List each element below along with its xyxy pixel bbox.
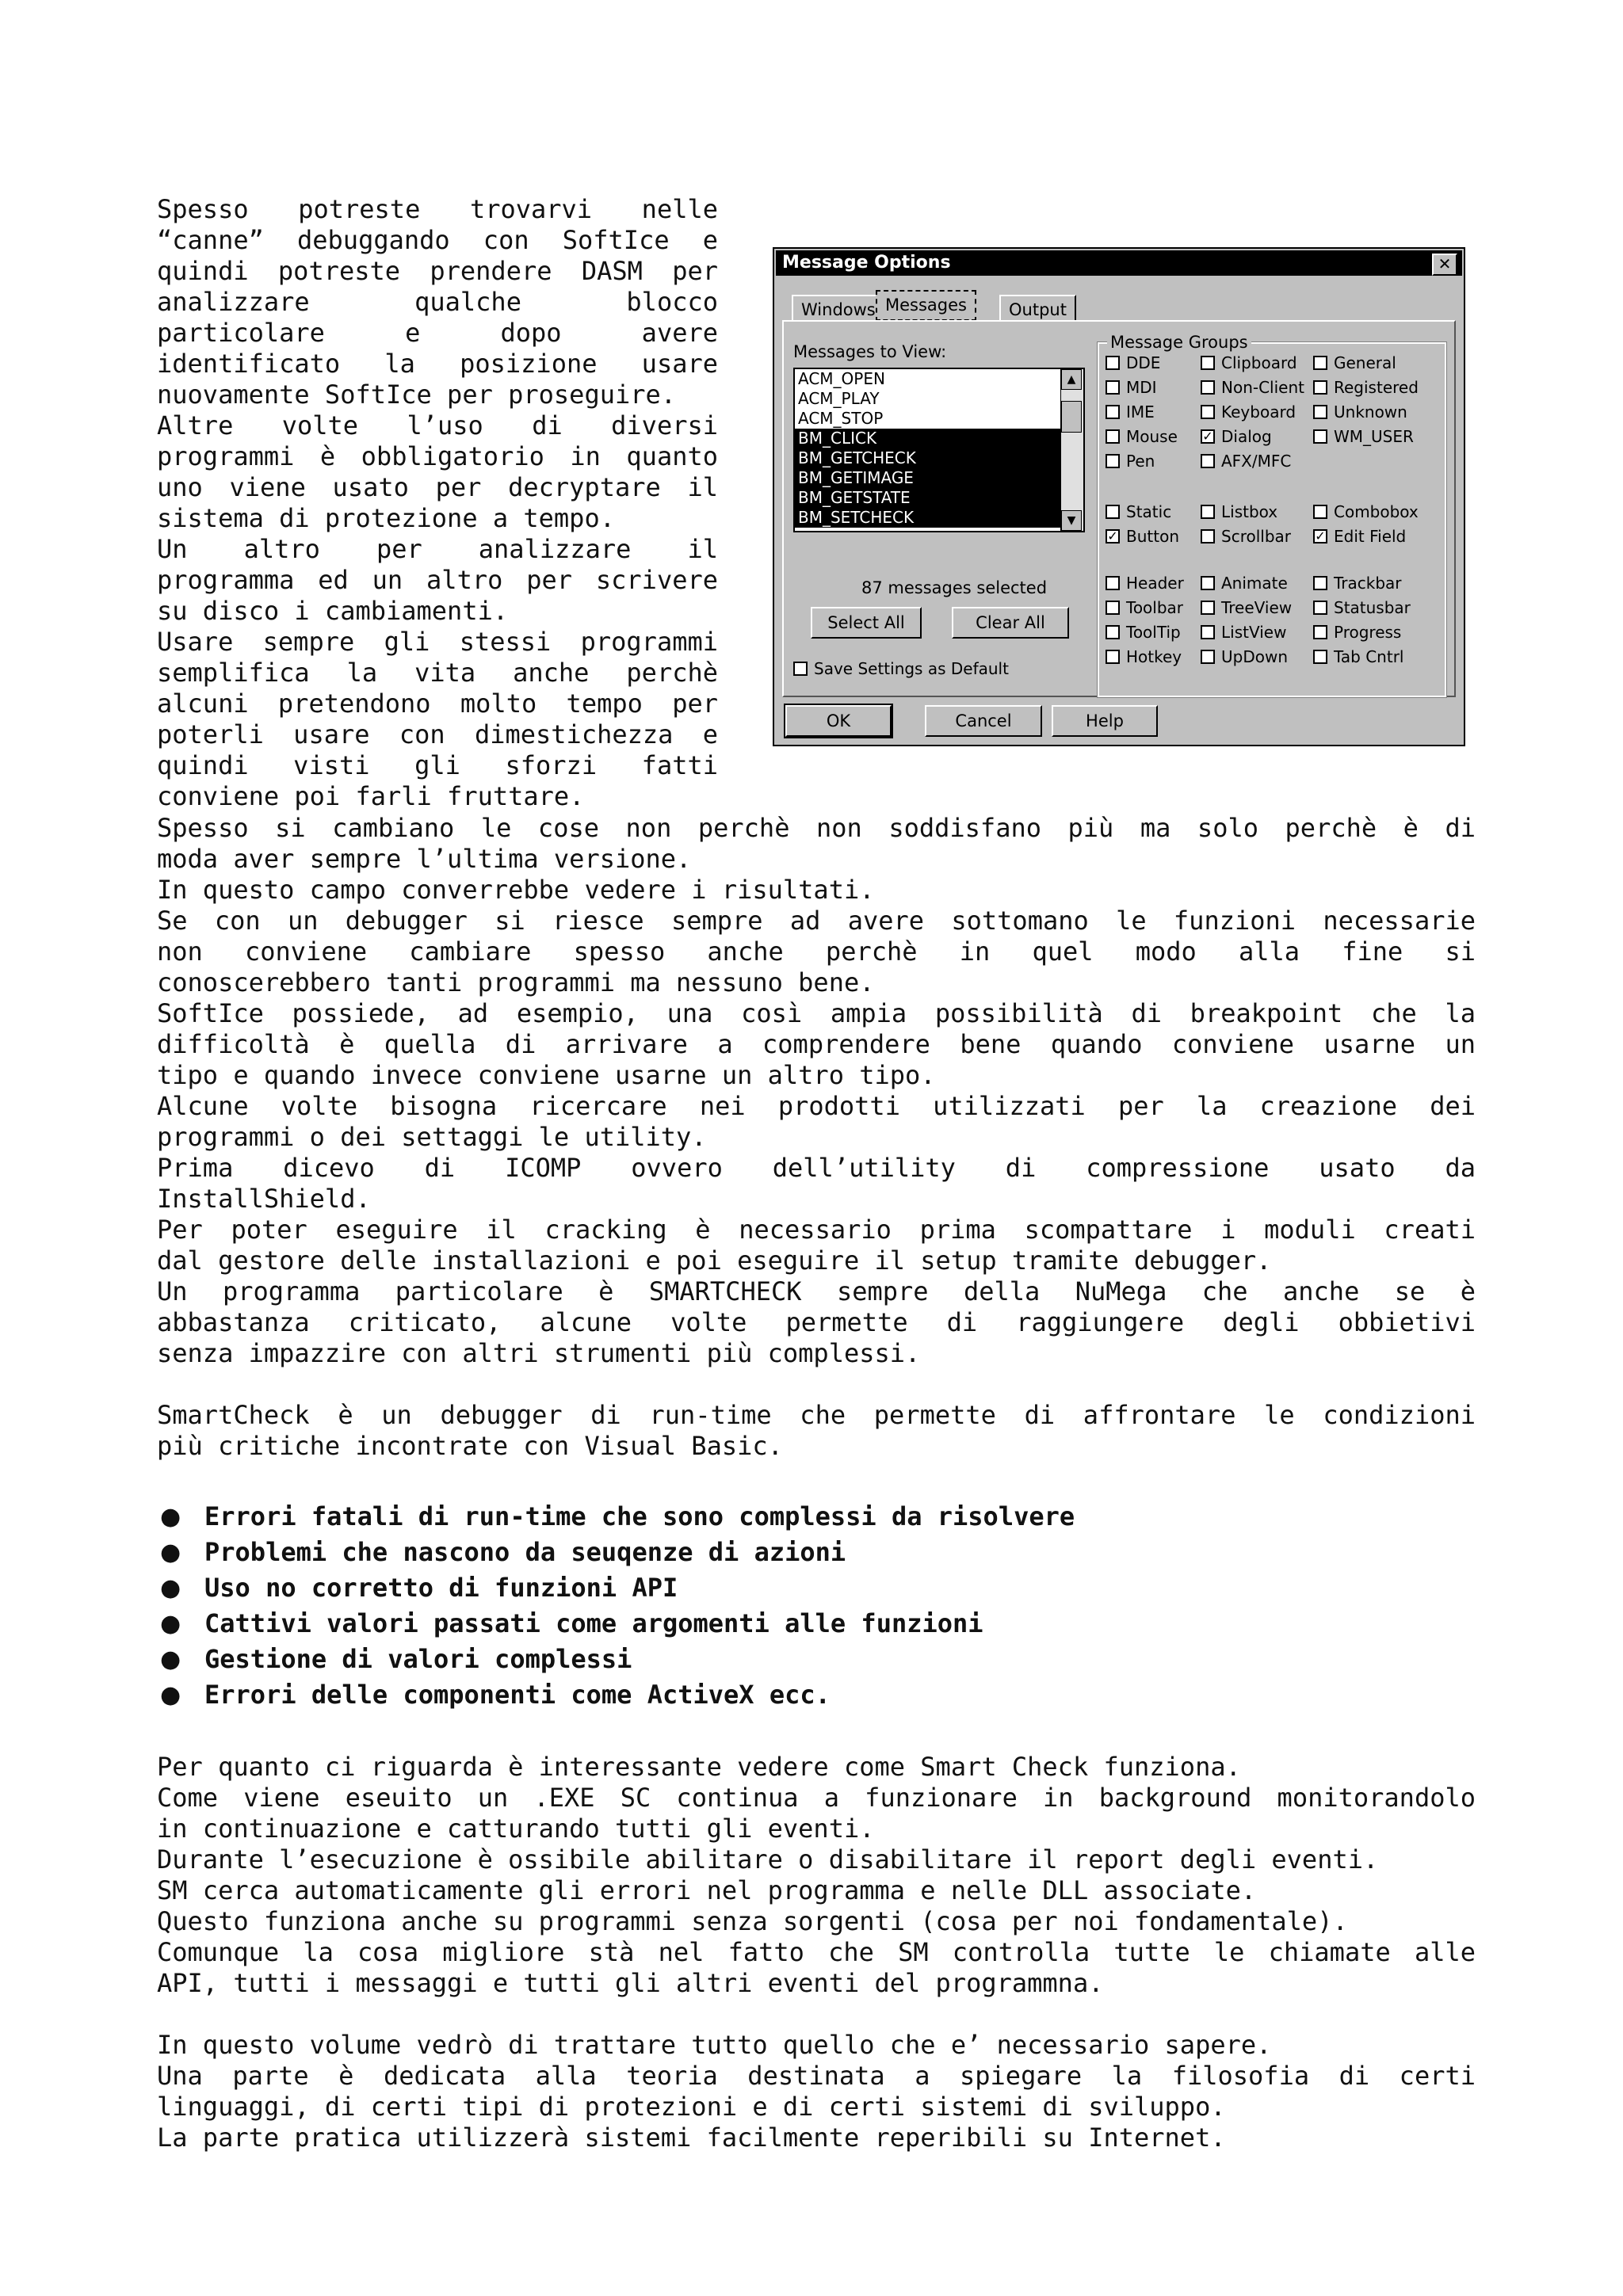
tab-output[interactable]: Output [999, 295, 1076, 322]
text-line: SmartCheck è un debugger di run-time che permette di affrontare le condizioni [157, 1400, 1476, 1430]
checkbox-treeview[interactable] [1201, 598, 1292, 617]
save-settings-box[interactable] [793, 662, 808, 676]
bullet-text: Cattivi valori passati come argomenti alle funzioni [204, 1608, 983, 1638]
checkbox-label: ToolTip [1126, 623, 1181, 642]
checkbox-ime[interactable] [1106, 402, 1155, 421]
bullet-text: Gestione di valori complessi [204, 1644, 632, 1674]
checkbox-box[interactable] [1106, 454, 1120, 468]
checkmark-icon[interactable]: ✓ [1106, 529, 1120, 543]
select-all-button[interactable]: Select All [811, 607, 922, 639]
checkbox-label: Button [1126, 527, 1179, 546]
body-text [157, 813, 1476, 2153]
bullet-text: Errori delle componenti come ActiveX ecc. [204, 1680, 831, 1710]
checkbox-animate[interactable] [1201, 574, 1288, 593]
bullet-icon: ● [160, 1574, 181, 1602]
checkbox-box[interactable] [1106, 576, 1120, 590]
checkbox-box[interactable] [1106, 601, 1120, 615]
checkbox-statusbar[interactable] [1313, 598, 1411, 617]
checkbox-header[interactable] [1106, 574, 1184, 593]
dialog-titlebar [776, 250, 1462, 276]
message-options-dialog [773, 247, 1465, 746]
checkbox-label: Static [1126, 502, 1172, 521]
checkbox-mouse[interactable] [1106, 427, 1178, 446]
text-line: particolare e dopo avere [157, 318, 718, 348]
text-line: sistema di protezione a tempo. [157, 503, 615, 533]
checkbox-button[interactable] [1106, 527, 1179, 546]
message-groups-title: Message Groups [1107, 333, 1251, 352]
checkbox-registered[interactable] [1313, 378, 1419, 397]
text-line: In questo campo converrebbe vedere i risultati. [157, 875, 875, 905]
checkbox-box[interactable] [1106, 429, 1120, 444]
text-line: Questo funziona anche su programmi senza sorgenti (cosa per noi fondamentale). [157, 1906, 1348, 1936]
checkbox-label: DDE [1126, 353, 1161, 372]
bullet-text: Errori fatali di run-time che sono complessi da risolvere [204, 1501, 1075, 1531]
checkbox-label: Unknown [1334, 402, 1407, 421]
checkbox-non-client[interactable] [1201, 378, 1304, 397]
checkbox-label: Hotkey [1126, 647, 1182, 666]
text-line: “canne” debuggando con SoftIce e [157, 225, 718, 255]
message-groups [1098, 333, 1446, 697]
cancel-button[interactable]: Cancel [925, 705, 1042, 737]
list-item [157, 1570, 1476, 1606]
list-item [157, 1642, 1476, 1677]
checkbox-dde[interactable] [1106, 353, 1160, 372]
checkbox-box[interactable] [1106, 625, 1120, 639]
save-settings-checkbox[interactable] [793, 659, 1009, 678]
text-line: identificato la posizione usare [157, 349, 718, 379]
text-line: Altre volte l’uso di diversi [157, 410, 718, 441]
checkbox-box[interactable] [1201, 380, 1215, 395]
checkbox-updown[interactable] [1201, 647, 1288, 666]
checkbox-label: AFX/MFC [1221, 452, 1292, 471]
bullet-icon: ● [160, 1646, 181, 1673]
text-line: tipo e quando invece conviene usarne un altro tipo. [157, 1060, 936, 1090]
text-line: SoftIce possiede, ad esempio, una così ampia possibilità di breakpoint che la [157, 998, 1476, 1028]
checkbox-label: Non-Client [1221, 378, 1304, 397]
text-line: nuovamente SoftIce per proseguire. [157, 379, 677, 410]
checkbox-afx-mfc[interactable] [1201, 452, 1291, 471]
checkbox-edit-field[interactable] [1313, 527, 1406, 546]
checkbox-label: Pen [1126, 452, 1155, 471]
text-line: Una parte è dedicata alla teoria destinata a spiegare la filosofia di certi [157, 2061, 1476, 2091]
checkbox-label: Tab Cntrl [1334, 647, 1404, 666]
checkbox-box[interactable] [1106, 356, 1120, 370]
text-line: senza impazzire con altri strumenti più complessi. [157, 1338, 921, 1368]
checkbox-box[interactable] [1106, 380, 1120, 395]
checkbox-label: Statusbar [1334, 598, 1411, 617]
text-line: InstallShield. [157, 1184, 371, 1214]
text-line: difficoltà è quella di arrivare a comprendere bene quando conviene usarne un [157, 1029, 1476, 1059]
checkbox-box[interactable] [1201, 454, 1215, 468]
messages-listbox[interactable] [793, 368, 1085, 532]
text-line: Per quanto ci riguarda è interessante vedere come Smart Check funziona. [157, 1752, 1241, 1782]
checkbox-label: Dialog [1221, 427, 1272, 446]
list-item[interactable]: BM_GETCHECK [795, 448, 1083, 468]
clear-all-button[interactable]: Clear All [952, 607, 1069, 639]
checkbox-clipboard[interactable] [1201, 353, 1297, 372]
checkbox-box[interactable] [1106, 405, 1120, 419]
bullet-list [157, 1499, 1476, 1713]
scroll-up-icon[interactable]: ▲ [1061, 369, 1082, 390]
checkbox-label: IME [1126, 402, 1155, 421]
list-item[interactable]: BM_CLICK [795, 429, 1083, 448]
text-line: Come viene eseuito un .EXE SC continua a funzionare in background monitorandolo [157, 1783, 1476, 1813]
checkbox-scrollbar[interactable] [1201, 527, 1291, 546]
list-item[interactable]: ACM_PLAY [798, 389, 880, 408]
text-line: programmi o dei settaggi le utility. [157, 1122, 707, 1152]
checkbox-label: Listbox [1221, 502, 1278, 521]
text-line: semplifica la vita anche perchè [157, 658, 718, 688]
text-line: Prima dicevo di ICOMP ovvero dell’utility di compressione usato da [157, 1153, 1476, 1183]
bullet-icon: ● [160, 1539, 181, 1566]
checkbox-box[interactable] [1201, 356, 1215, 370]
checkbox-box[interactable] [1201, 650, 1215, 664]
checkbox-box[interactable] [1313, 576, 1327, 590]
list-item[interactable]: BM_GETSTATE [795, 488, 1083, 508]
list-item [157, 1606, 1476, 1642]
text-line: Un altro per analizzare il [157, 534, 718, 564]
checkbox-label: Edit Field [1334, 527, 1407, 546]
checkbox-tab-cntrl[interactable] [1313, 647, 1403, 666]
checkbox-label: Progress [1334, 623, 1402, 642]
text-line: Durante l’esecuzione è ossibile abilitare o disabilitare il report degli eventi. [157, 1844, 1379, 1875]
checkbox-label: Scrollbar [1221, 527, 1291, 546]
checkbox-label: MDI [1126, 378, 1157, 397]
text-line: alcuni pretendono molto tempo per [157, 688, 718, 719]
bullet-icon: ● [160, 1681, 181, 1709]
checkbox-label: Clipboard [1221, 353, 1297, 372]
checkbox-wm-user[interactable] [1313, 427, 1414, 446]
text-line: Usare sempre gli stessi programmi [157, 627, 718, 657]
checkbox-box[interactable] [1313, 405, 1327, 419]
list-item[interactable]: ACM_STOP [798, 409, 884, 428]
close-icon[interactable]: ✕ [1432, 254, 1457, 276]
text-line: Spesso si cambiano le cose non perchè non soddisfano più ma solo perchè è di [157, 813, 1476, 843]
checkbox-label: Registered [1334, 378, 1419, 397]
ok-button[interactable]: OK [785, 705, 892, 737]
checkbox-box[interactable] [1106, 650, 1120, 664]
text-line: Un programma particolare è SMARTCHECK sempre della NuMega che anche se è [157, 1276, 1476, 1306]
checkbox-unknown[interactable] [1313, 402, 1407, 421]
text-line: conviene poi farli fruttare. [157, 781, 585, 811]
text-line: Spesso potreste trovarvi nelle [157, 194, 718, 224]
text-line: conoscerebbero tanti programmi ma nessuno bene. [157, 967, 875, 997]
text-line: linguaggi, di certi tipi di protezioni e di certi sistemi di sviluppo. [157, 2092, 1226, 2122]
list-item [157, 1677, 1476, 1713]
checkbox-label: UpDown [1221, 647, 1289, 666]
text-line: API, tutti i messaggi e tutti gli altri eventi del programmna. [157, 1968, 1104, 1998]
checkbox-box[interactable] [1201, 529, 1215, 543]
checkbox-tooltip[interactable] [1106, 623, 1181, 642]
tab-messages[interactable]: Messages [876, 290, 976, 322]
text-line: analizzare qualche blocco [157, 287, 718, 317]
checkbox-box[interactable] [1313, 356, 1327, 370]
text-line: poterli usare con dimestichezza e [157, 719, 718, 749]
checkbox-box[interactable] [1201, 625, 1215, 639]
selected-count: 87 messages selected [861, 578, 1048, 597]
checkbox-label: WM_USER [1334, 427, 1414, 446]
paragraph-3 [157, 1752, 1476, 1999]
checkmark-icon[interactable]: ✓ [1201, 429, 1215, 444]
checkbox-static[interactable] [1106, 502, 1171, 521]
checkbox-box[interactable] [1313, 625, 1327, 639]
paragraph-2 [157, 1400, 1476, 1462]
checkbox-pen[interactable] [1106, 452, 1155, 471]
tab-windows[interactable]: Windows [792, 295, 885, 322]
checkbox-trackbar[interactable] [1313, 574, 1402, 593]
listbox-items [795, 369, 1083, 528]
checkbox-toolbar[interactable] [1106, 598, 1183, 617]
checkbox-listbox[interactable] [1201, 502, 1277, 521]
list-item [157, 1535, 1476, 1570]
checkmark-icon[interactable]: ✓ [1313, 529, 1327, 543]
checkbox-box[interactable] [1313, 380, 1327, 395]
text-line: Alcune volte bisogna ricercare nei prodotti utilizzati per la creazione dei [157, 1091, 1476, 1121]
text-line: Comunque la cosa migliore stà nel fatto che SM controlla tutte le chiamate alle [157, 1937, 1476, 1967]
checkbox-box[interactable] [1201, 576, 1215, 590]
text-line: Se con un debugger si riesce sempre ad avere sottomano le funzioni necessarie [157, 906, 1476, 936]
text-line: programmi è obbligatorio in quanto [157, 441, 718, 471]
checkbox-box[interactable] [1313, 505, 1327, 519]
checkbox-label: TreeView [1221, 598, 1293, 617]
checkbox-box[interactable] [1313, 429, 1327, 444]
text-line: In questo volume vedrò di trattare tutto quello che e’ necessario sapere. [157, 2030, 1272, 2060]
checkbox-label: ListView [1221, 623, 1287, 642]
list-item [157, 1499, 1476, 1535]
checkbox-box[interactable] [1201, 405, 1215, 419]
checkbox-box[interactable] [1313, 601, 1327, 615]
checkbox-combobox[interactable] [1313, 502, 1419, 521]
text-line: moda aver sempre l’ultima versione. [157, 844, 692, 874]
text-line: in continuazione e catturando tutti gli eventi. [157, 1814, 875, 1844]
checkbox-box[interactable] [1106, 505, 1120, 519]
listbox-scrollbar[interactable] [1060, 369, 1083, 531]
list-item[interactable]: BM_SETCHECK [795, 508, 1083, 528]
checkbox-mdi[interactable] [1106, 378, 1157, 397]
checkbox-label: Combobox [1334, 502, 1419, 521]
bullet-text: Problemi che nascono da seuqenze di azioni [204, 1537, 846, 1567]
checkbox-box[interactable] [1201, 601, 1215, 615]
bullet-text: Uso no corretto di funzioni API [204, 1573, 678, 1603]
checkbox-box[interactable] [1201, 505, 1215, 519]
checkbox-general[interactable] [1313, 353, 1396, 372]
checkbox-dialog[interactable] [1201, 427, 1272, 446]
text-line: programma ed un altro per scrivere [157, 565, 718, 595]
dialog-title: Message Options [782, 253, 951, 273]
text-line: più critiche incontrate con Visual Basic. [157, 1431, 783, 1461]
checkbox-hotkey[interactable] [1106, 647, 1182, 666]
scroll-down-icon[interactable]: ▼ [1061, 510, 1082, 531]
checkbox-label: Animate [1221, 574, 1288, 593]
checkbox-progress[interactable] [1313, 623, 1401, 642]
text-line: La parte pratica utilizzerà sistemi facilmente reperibili su Internet. [157, 2122, 1226, 2153]
help-button[interactable]: Help [1052, 705, 1158, 737]
text-line: dal gestore delle installazioni e poi eseguire il setup tramite debugger. [157, 1245, 1272, 1276]
paragraph-1 [157, 813, 1476, 1369]
checkbox-label: General [1334, 353, 1396, 372]
text-line: non conviene cambiare spesso anche perchè in quel modo alla fine si [157, 936, 1476, 967]
text-line: su disco i cambiamenti. [157, 596, 509, 626]
checkbox-box[interactable] [1313, 650, 1327, 664]
scroll-thumb[interactable] [1061, 401, 1082, 433]
text-line: uno viene usato per decryptare il [157, 472, 718, 502]
checkbox-label: Mouse [1126, 427, 1178, 446]
save-settings-label: Save Settings as Default [814, 659, 1009, 678]
list-item[interactable]: ACM_OPEN [798, 369, 885, 388]
bullet-icon: ● [160, 1610, 181, 1638]
text-line: abbastanza criticato, alcune volte permette di raggiungere degli obbietivi [157, 1307, 1476, 1337]
text-line: Per poter eseguire il cracking è necessario prima scompattare i moduli creati [157, 1215, 1476, 1245]
messages-to-view-label: Messages to View: [793, 342, 947, 361]
checkbox-label: Trackbar [1334, 574, 1402, 593]
text-line: SM cerca automaticamente gli errori nel programma e nelle DLL associate. [157, 1875, 1257, 1905]
paragraph-4 [157, 2030, 1476, 2153]
column-text [157, 194, 718, 812]
text-line: quindi potreste prendere DASM per [157, 256, 718, 286]
list-item[interactable]: BM_GETIMAGE [795, 468, 1083, 488]
checkbox-label: Toolbar [1126, 598, 1184, 617]
text-line: quindi visti gli sforzi fatti [157, 750, 718, 780]
checkbox-keyboard[interactable] [1201, 402, 1296, 421]
checkbox-label: Keyboard [1221, 402, 1296, 421]
bullet-icon: ● [160, 1503, 181, 1531]
checkbox-label: Header [1126, 574, 1184, 593]
checkbox-listview[interactable] [1201, 623, 1286, 642]
